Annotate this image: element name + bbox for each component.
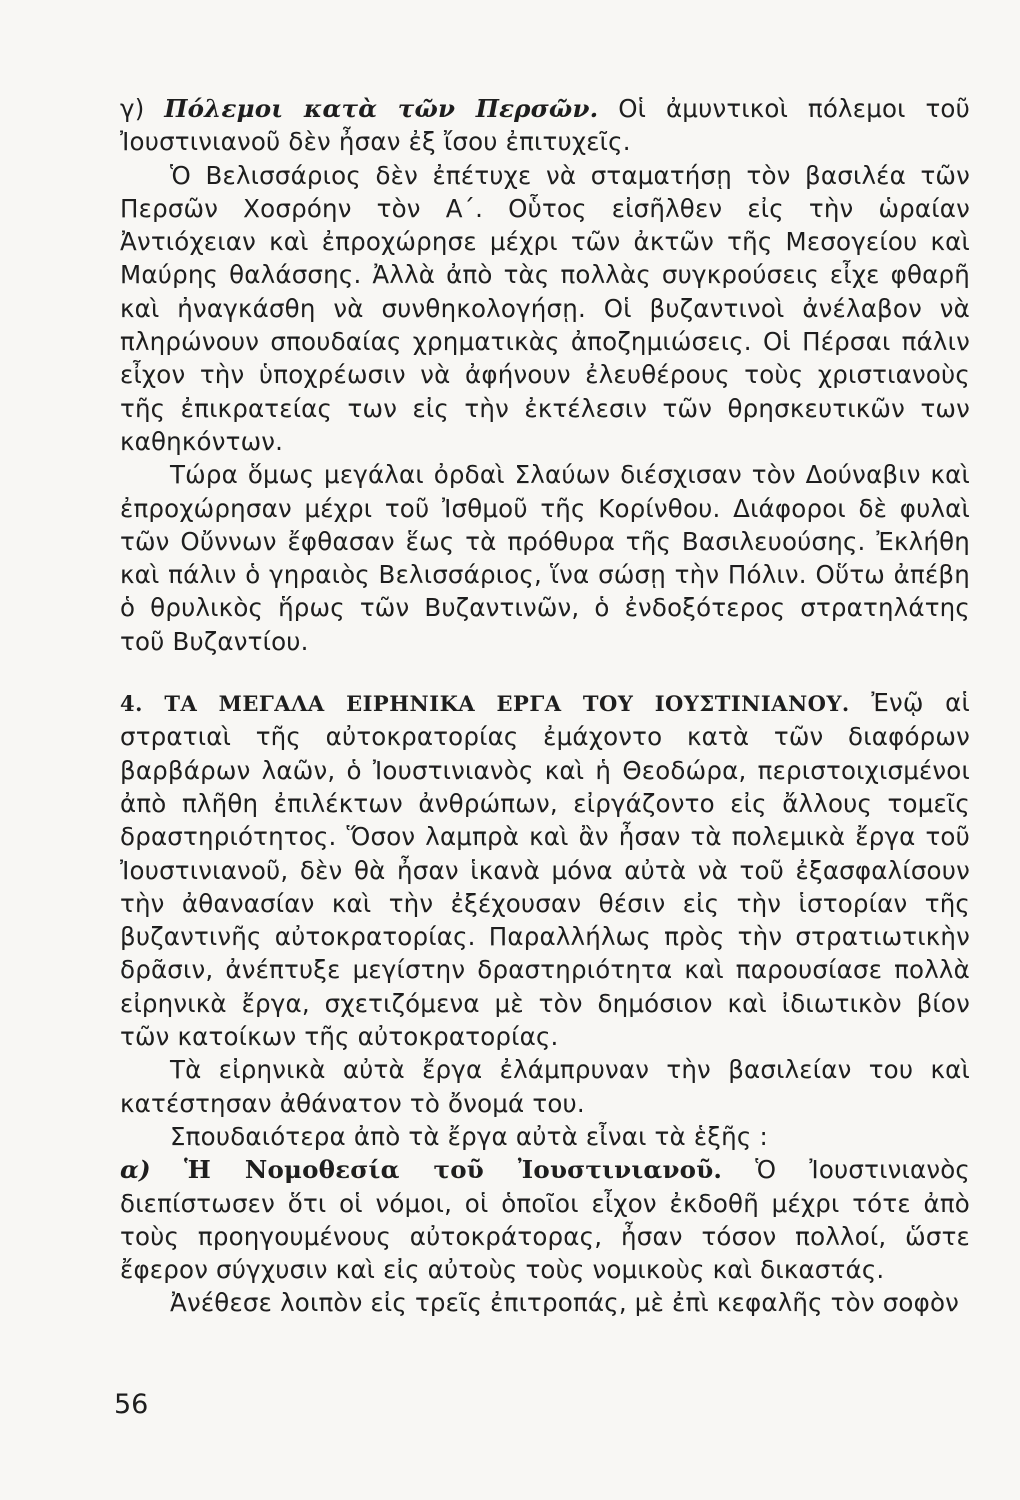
section-4-paragraph-2: Σπουδαιότερα ἀπὸ τὰ ἔργα αὐτὰ εἶναι τὰ ἑξῆς : xyxy=(170,1121,768,1151)
body-text xyxy=(120,92,970,1320)
section-a-label: α) xyxy=(120,1155,151,1185)
section-g-intro: Οἱ ἀμυντικοὶ πόλεμοι τοῦ Ἰουστινιανοῦ δὲν ἦσαν ἐξ ἴσου ἐπιτυχεῖς. xyxy=(120,94,970,157)
section-g-paragraph-1: Ὁ Βελισσάριος δὲν ἐπέτυχε νὰ σταματήσῃ τὸν βασιλέα τῶν Περσῶν Χοσρόην τὸν Α΄. Οὗτος εἰσῆλθεν εἰς τὴν ὡραίαν Ἀντιόχειαν καὶ ἐπροχώρησε μέχρι τῶν ἀκτῶν τῆς Μεσογείου καὶ Μαύρης θαλάσσης. Ἀλλὰ ἀπὸ τὰς πολλὰς συγκρούσεις εἶχε φθαρῆ καὶ ἠναγκάσθη νὰ συνθηκολογήσῃ. Οἱ βυζαντινοὶ ἀνέλαβον νὰ πληρώνουν σπουδαίας χρηματικὰς ἀποζημιώσεις. Οἱ Πέρσαι πάλιν εἶχον τὴν ὑποχρέωσιν νὰ ἀφήνουν ἐλευθέρους τοὺς χριστιανοὺς τῆς ἐπικρατείας των εἰς τὴν ἐκτέλεσιν τῶν θρησκευτικῶν των καθηκόντων. xyxy=(120,160,970,456)
section-g-label: γ) xyxy=(120,94,145,123)
section-4-paragraph xyxy=(120,686,970,1053)
section-a-title: Ἡ Νομοθεσία τοῦ Ἰουστινιανοῦ. xyxy=(183,1155,723,1185)
section-g-title: Πόλεμοι κατὰ τῶν Περσῶν. xyxy=(164,94,599,123)
section-g-paragraph-2: Τώρα ὅμως μεγάλαι ὀρδαὶ Σλαύων διέσχισαν τὸν Δούναβιν καὶ ἐπροχώρησαν μέχρι τοῦ Ἰσθμοῦ τῆς Κορίνθου. Διάφοροι δὲ φυλαὶ τῶν Οὔννων ἔφθασαν ἕως τὰ πρόθυρα τῆς Βασιλευούσης. Ἐκλήθη καὶ πάλιν ὁ γηραιὸς Βελισσάριος, ἵνα σώσῃ τὴν Πόλιν. Οὕτω ἀπέβη ὁ θρυλικὸς ἥρως τῶν Βυζαντινῶν, ὁ ἐνδοξότερος στρατηλάτης τοῦ Βυζαντίου. xyxy=(120,460,970,656)
page-number: 56 xyxy=(114,1389,149,1420)
section-4-heading: 4. ΤΑ ΜΕΓΑΛΑ ΕΙΡΗΝΙΚΑ ΕΡΓΑ ΤΟΥ ΙΟΥΣΤΙΝΙΑΝΟΥ. xyxy=(120,691,850,717)
section-4-paragraph-1: Τὰ εἰρηνικὰ αὐτὰ ἔργα ἐλάμπρυναν τὴν βασιλείαν του καὶ κατέστησαν ἀθάνατον τὸ ὄνομά του. xyxy=(120,1055,970,1118)
section-4-intro: Ἐνῷ αἱ στρατιαὶ τῆς αὐτοκρατορίας ἐμάχοντο κατὰ τῶν διαφόρων βαρβάρων λαῶν, ὁ Ἰουστινιανὸς καὶ ἡ Θεοδώρα, περιστοιχισμένοι ἀπὸ πλῆθη ἐπιλέκτων ἀνθρώπων, εἰργάζοντο εἰς ἄλλους τομεῖς δραστηριότητος. Ὅσον λαμπρὰ καὶ ἂν ἦσαν τὰ πολεμικὰ ἔργα τοῦ Ἰουστινιανοῦ, δὲν θὰ ἦσαν ἱκανὰ μόνα αὐτὰ νὰ τοῦ ἐξασφαλίσουν τὴν ἀθανασίαν καὶ τὴν ἐξέχουσαν θέσιν εἰς τὴν ἱστορίαν τῆς βυζαντινῆς αὐτοκρατορίας. Παραλλήλως πρὸς τὴν στρατιωτικὴν δρᾶσιν, ἀνέπτυξε μεγίστην δραστηριότητα καὶ παρουσίασε πολλὰ εἰρηνικὰ ἔργα, σχετιζόμενα μὲ τὸν δημόσιον καὶ ἰδιωτικὸν βίον τῶν κατοίκων τῆς αὐτοκρατορίας. xyxy=(120,688,970,1052)
section-a-intro: Ὁ Ἰουστινιανὸς διεπίστωσεν ὅτι οἱ νόμοι, οἱ ὁποῖοι εἶχον ἐκδοθῆ μέχρι τότε ἀπὸ τοὺς προηγουμένους αὐτοκράτορας, ἦσαν τόσον πολλοί, ὥστε ἔφερον σύγχυσιν καὶ εἰς αὐτοὺς τοὺς νομικοὺς καὶ δικαστάς. xyxy=(120,1155,970,1285)
section-a-paragraph xyxy=(120,1153,970,1286)
section-g-paragraph xyxy=(120,92,970,159)
section-a-last-line: Ἀνέθεσε λοιπὸν εἰς τρεῖς ἐπιτροπάς, μὲ ἐπὶ κεφαλῆς τὸν σοφὸν xyxy=(170,1288,960,1318)
